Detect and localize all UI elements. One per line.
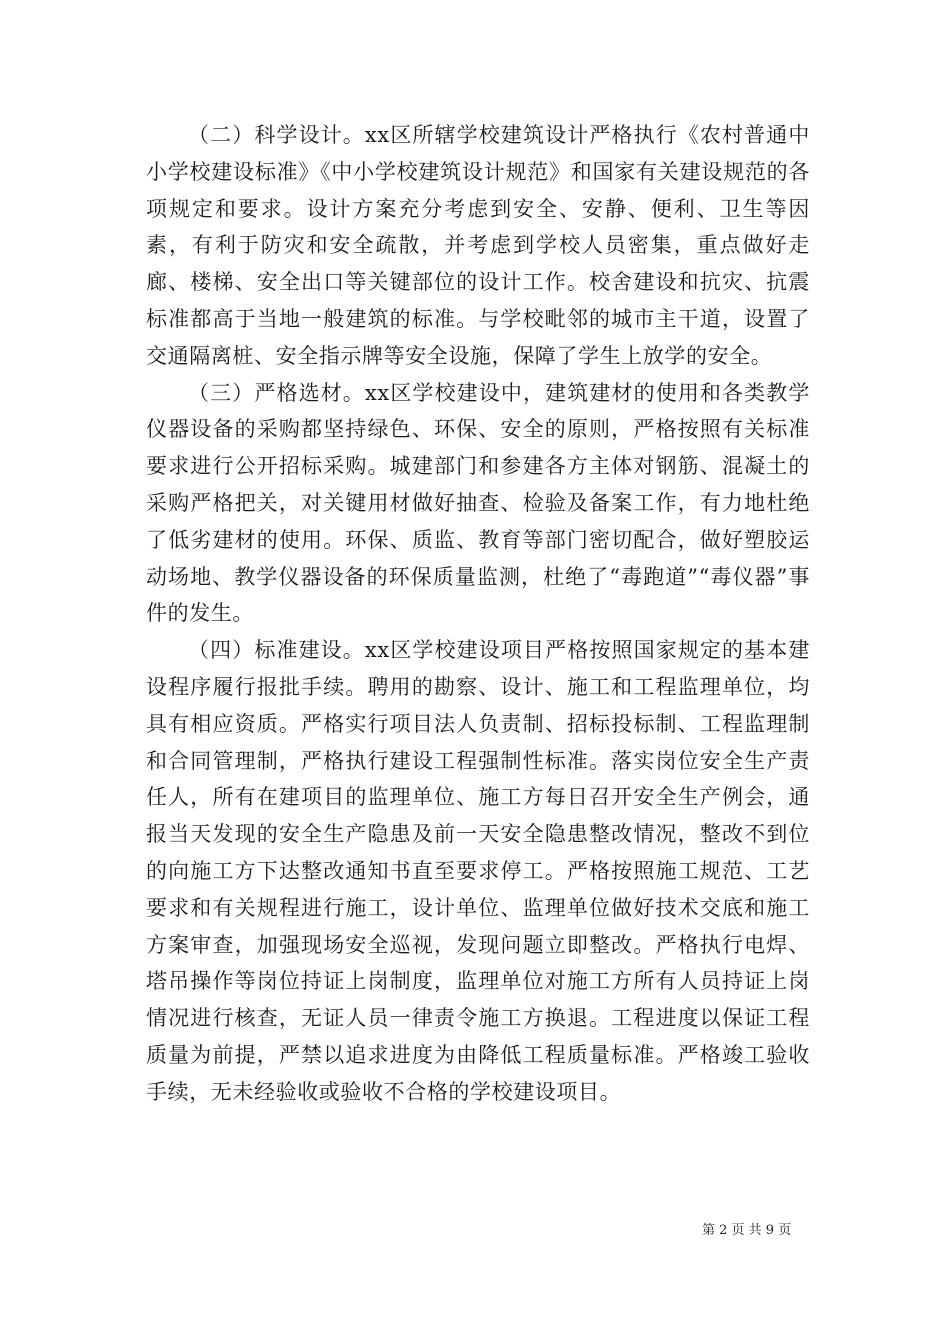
- paragraph-strict-materials: （三）严格选材。xx区学校建设中，建筑建材的使用和各类教学仪器设备的采购都坚持绿色、环保、安全的原则，严格按照有关标准要求进行公开招标采购。城建部门和参建各方主体对钢筋、混凝土的采购严格把关，对关键用材做好抽查、检验及备案工作，有力地杜绝了低劣建材的使用。环保、质监、教育等部门密切配合，做好塑胶运动场地、教学仪器设备的环保质量监测，杜绝了“毒跑道”“毒仪器”事件的发生。: [146, 380, 810, 626]
- document-body: [146, 117, 810, 1111]
- paragraph-standard-construction: （四）标准建设。xx区学校建设项目严格按照国家规定的基本建设程序履行报批手续。聘用的勘察、设计、施工和工程监理单位，均具有相应资质。严格实行项目法人负责制、招标投标制、工程监理制和合同管理制，严格执行建设工程强制性标准。落实岗位安全生产责任人，所有在建项目的监理单位、施工方每日召开安全生产例会，通报当天发现的安全生产隐患及前一天安全隐患整改情况，整改不到位的向施工方下达整改通知书直至要求停工。严格按照施工规范、工艺要求和有关规程进行施工，设计单位、监理单位做好技术交底和施工方案审查，加强现场安全巡视，发现问题立即整改。严格执行电焊、塔吊操作等岗位持证上岗制度，监理单位对施工方所有人员持证上岗情况进行核查，无证人员一律责令施工方换退。工程进度以保证工程质量为前提，严禁以追求进度为由降低工程质量标准。严格竣工验收手续，无未经验收或验收不合格的学校建设项目。: [146, 638, 810, 1104]
- paragraph-scientific-design: （二）科学设计。xx区所辖学校建筑设计严格执行《农村普通中小学校建设标准》《中小学校建筑设计规范》和国家有关建设规范的各项规定和要求。设计方案充分考虑到安全、安静、便利、卫生等因素，有利于防灾和安全疏散，并考虑到学校人员密集，重点做好走廊、楼梯、安全出口等关键部位的设计工作。校舍建设和抗灾、抗震标准都高于当地一般建筑的标准。与学校毗邻的城市主干道，设置了交通隔离桩、安全指示牌等安全设施，保障了学生上放学的安全。: [146, 123, 810, 368]
- page-number-footer: 第 2 页 共 9 页: [702, 1223, 792, 1238]
